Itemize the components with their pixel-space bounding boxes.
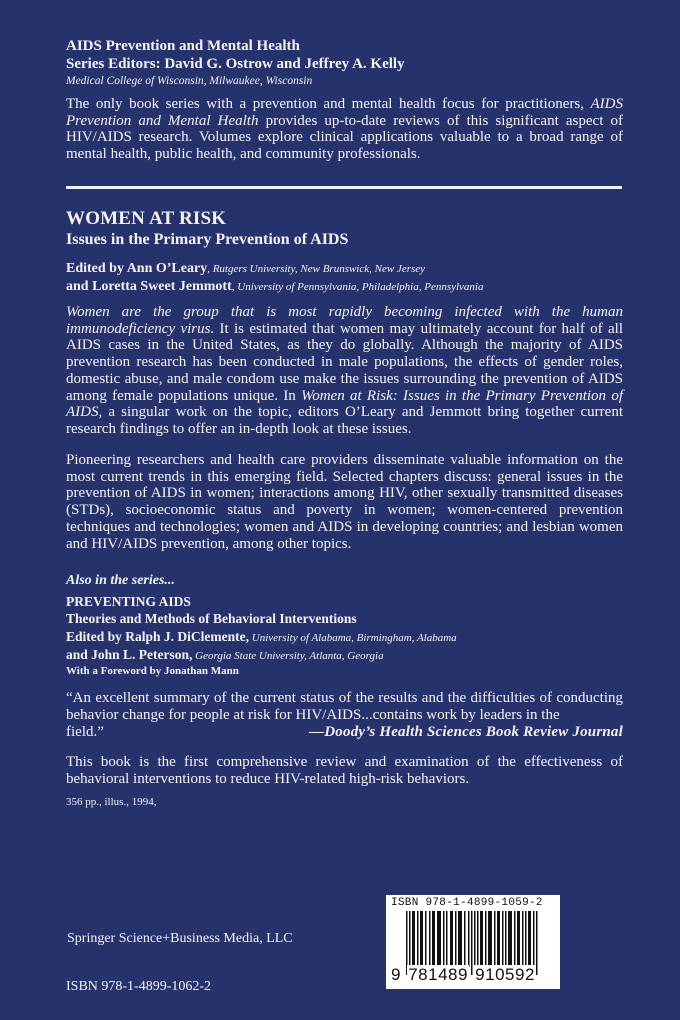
barcode-digit-first: 9 <box>391 965 401 984</box>
barcode-digits-right: 910592 <box>475 965 535 984</box>
related-book-editor-2 <box>66 646 384 665</box>
description-text-end: a singular work on the topic, editors O’Leary and Jemmott bring together current research findings to offer an in-depth look at these issues. <box>66 404 623 437</box>
related-book-foreword: With a Foreword by Jonathan Mann <box>66 665 239 677</box>
book-editor-2 <box>66 278 484 296</box>
editor-name: and John L. Peterson, <box>66 647 193 662</box>
series-description-title: AIDS Prevention and Mental Health <box>66 96 623 129</box>
series-editors: Series Editors: David G. Ostrow and Jeffrey A. Kelly <box>66 56 405 72</box>
book-title: WOMEN AT RISK <box>66 208 227 229</box>
barcode-digits-left: 781489 <box>408 965 468 984</box>
review-quote-end: field.” <box>66 724 104 740</box>
related-book-description: This book is the first comprehensive review and examination of the effectiveness of behavioral interventions to reduce HIV-related high-risk behaviors. <box>66 754 623 787</box>
editor-affiliation: , University of Pennsylvania, Philadelphia, Pennsylvania <box>231 281 484 293</box>
barcode-isbn-label: ISBN 978-1-4899-1059-2 <box>391 897 543 909</box>
related-book-editor-1 <box>66 628 457 647</box>
editor-name: Edited by Ann O’Leary <box>66 261 208 276</box>
related-book-title: PREVENTING AIDS <box>66 594 191 609</box>
review-quote-end-line <box>66 724 623 741</box>
series-description-text: The only book series with a prevention and mental health focus for practitioners, <box>66 96 591 112</box>
review-quote: “An excellent summary of the current status of the results and the difficulties of conducting behavior change for people at risk for HIV/AIDS...contains work by leaders in the <box>66 690 623 723</box>
description-book-title: Women at Risk: Issues in the Primary Prevention of AIDS, <box>66 387 623 421</box>
book-description-1 <box>66 304 623 438</box>
horizontal-divider <box>66 186 622 189</box>
related-book-subtitle: Theories and Methods of Behavioral Interventions <box>66 611 357 626</box>
editor-affiliation: Georgia State University, Atlanta, Georgia <box>192 650 384 662</box>
editor-name: Edited by Ralph J. DiClemente, <box>66 629 250 644</box>
editor-affiliation: University of Alabama, Birmingham, Alabama <box>249 632 457 644</box>
description-lead: Women are the group that is most rapidly becoming infected with the human immunodeficiency virus. <box>66 304 623 337</box>
barcode-digits <box>390 965 536 985</box>
editor-affiliation: , Rutgers University, New Brunswick, New Jersey <box>207 263 426 275</box>
description-text: It is estimated that women may ultimately account for half of all AIDS cases in the United States, as they do globally. Although the majority of AIDS prevention research has been conducted in male populations, the effects of gender roles, domestic abuse, and male condom use make the issues surrounding the prevention of AIDS among female populations unique. In <box>66 320 623 404</box>
isbn-barcode <box>386 895 560 989</box>
book-subtitle: Issues in the Primary Prevention of AIDS <box>66 231 349 248</box>
also-in-series-heading: Also in the series... <box>66 573 175 588</box>
series-description-text-end: provides up-to-date reviews of this significant aspect of HIV/AIDS research. Volumes explore clinical applications valuable to a broad range of mental health, public health, and community professionals. <box>66 112 623 163</box>
related-book-meta: 356 pp., illus., 1994, <box>66 796 157 808</box>
series-affiliation: Medical College of Wisconsin, Milwaukee, Wisconsin <box>66 75 313 87</box>
book-editor-1 <box>66 260 425 278</box>
book-description-2: Pioneering researchers and health care providers disseminate valuable information on the most current trends in this emerging field. Selected chapters discuss: general issues in the prevention of AIDS in women; interactions among HIV, other sexually transmitted diseases (STDs), socioeconomic status and poverty in women; women-centered prevention techniques and technologies; women and AIDS in developing countries; and lesbian women and HIV/AIDS prevention, among other topics. <box>66 452 623 552</box>
isbn-number: ISBN 978-1-4899-1062-2 <box>66 979 212 994</box>
series-title: AIDS Prevention and Mental Health <box>66 38 300 54</box>
editor-name: and Loretta Sweet Jemmott <box>66 279 232 294</box>
publisher-name: Springer Science+Business Media, LLC <box>67 931 293 946</box>
review-source: —Doody’s Health Sciences Book Review Journal <box>309 724 623 740</box>
series-description <box>66 96 623 163</box>
